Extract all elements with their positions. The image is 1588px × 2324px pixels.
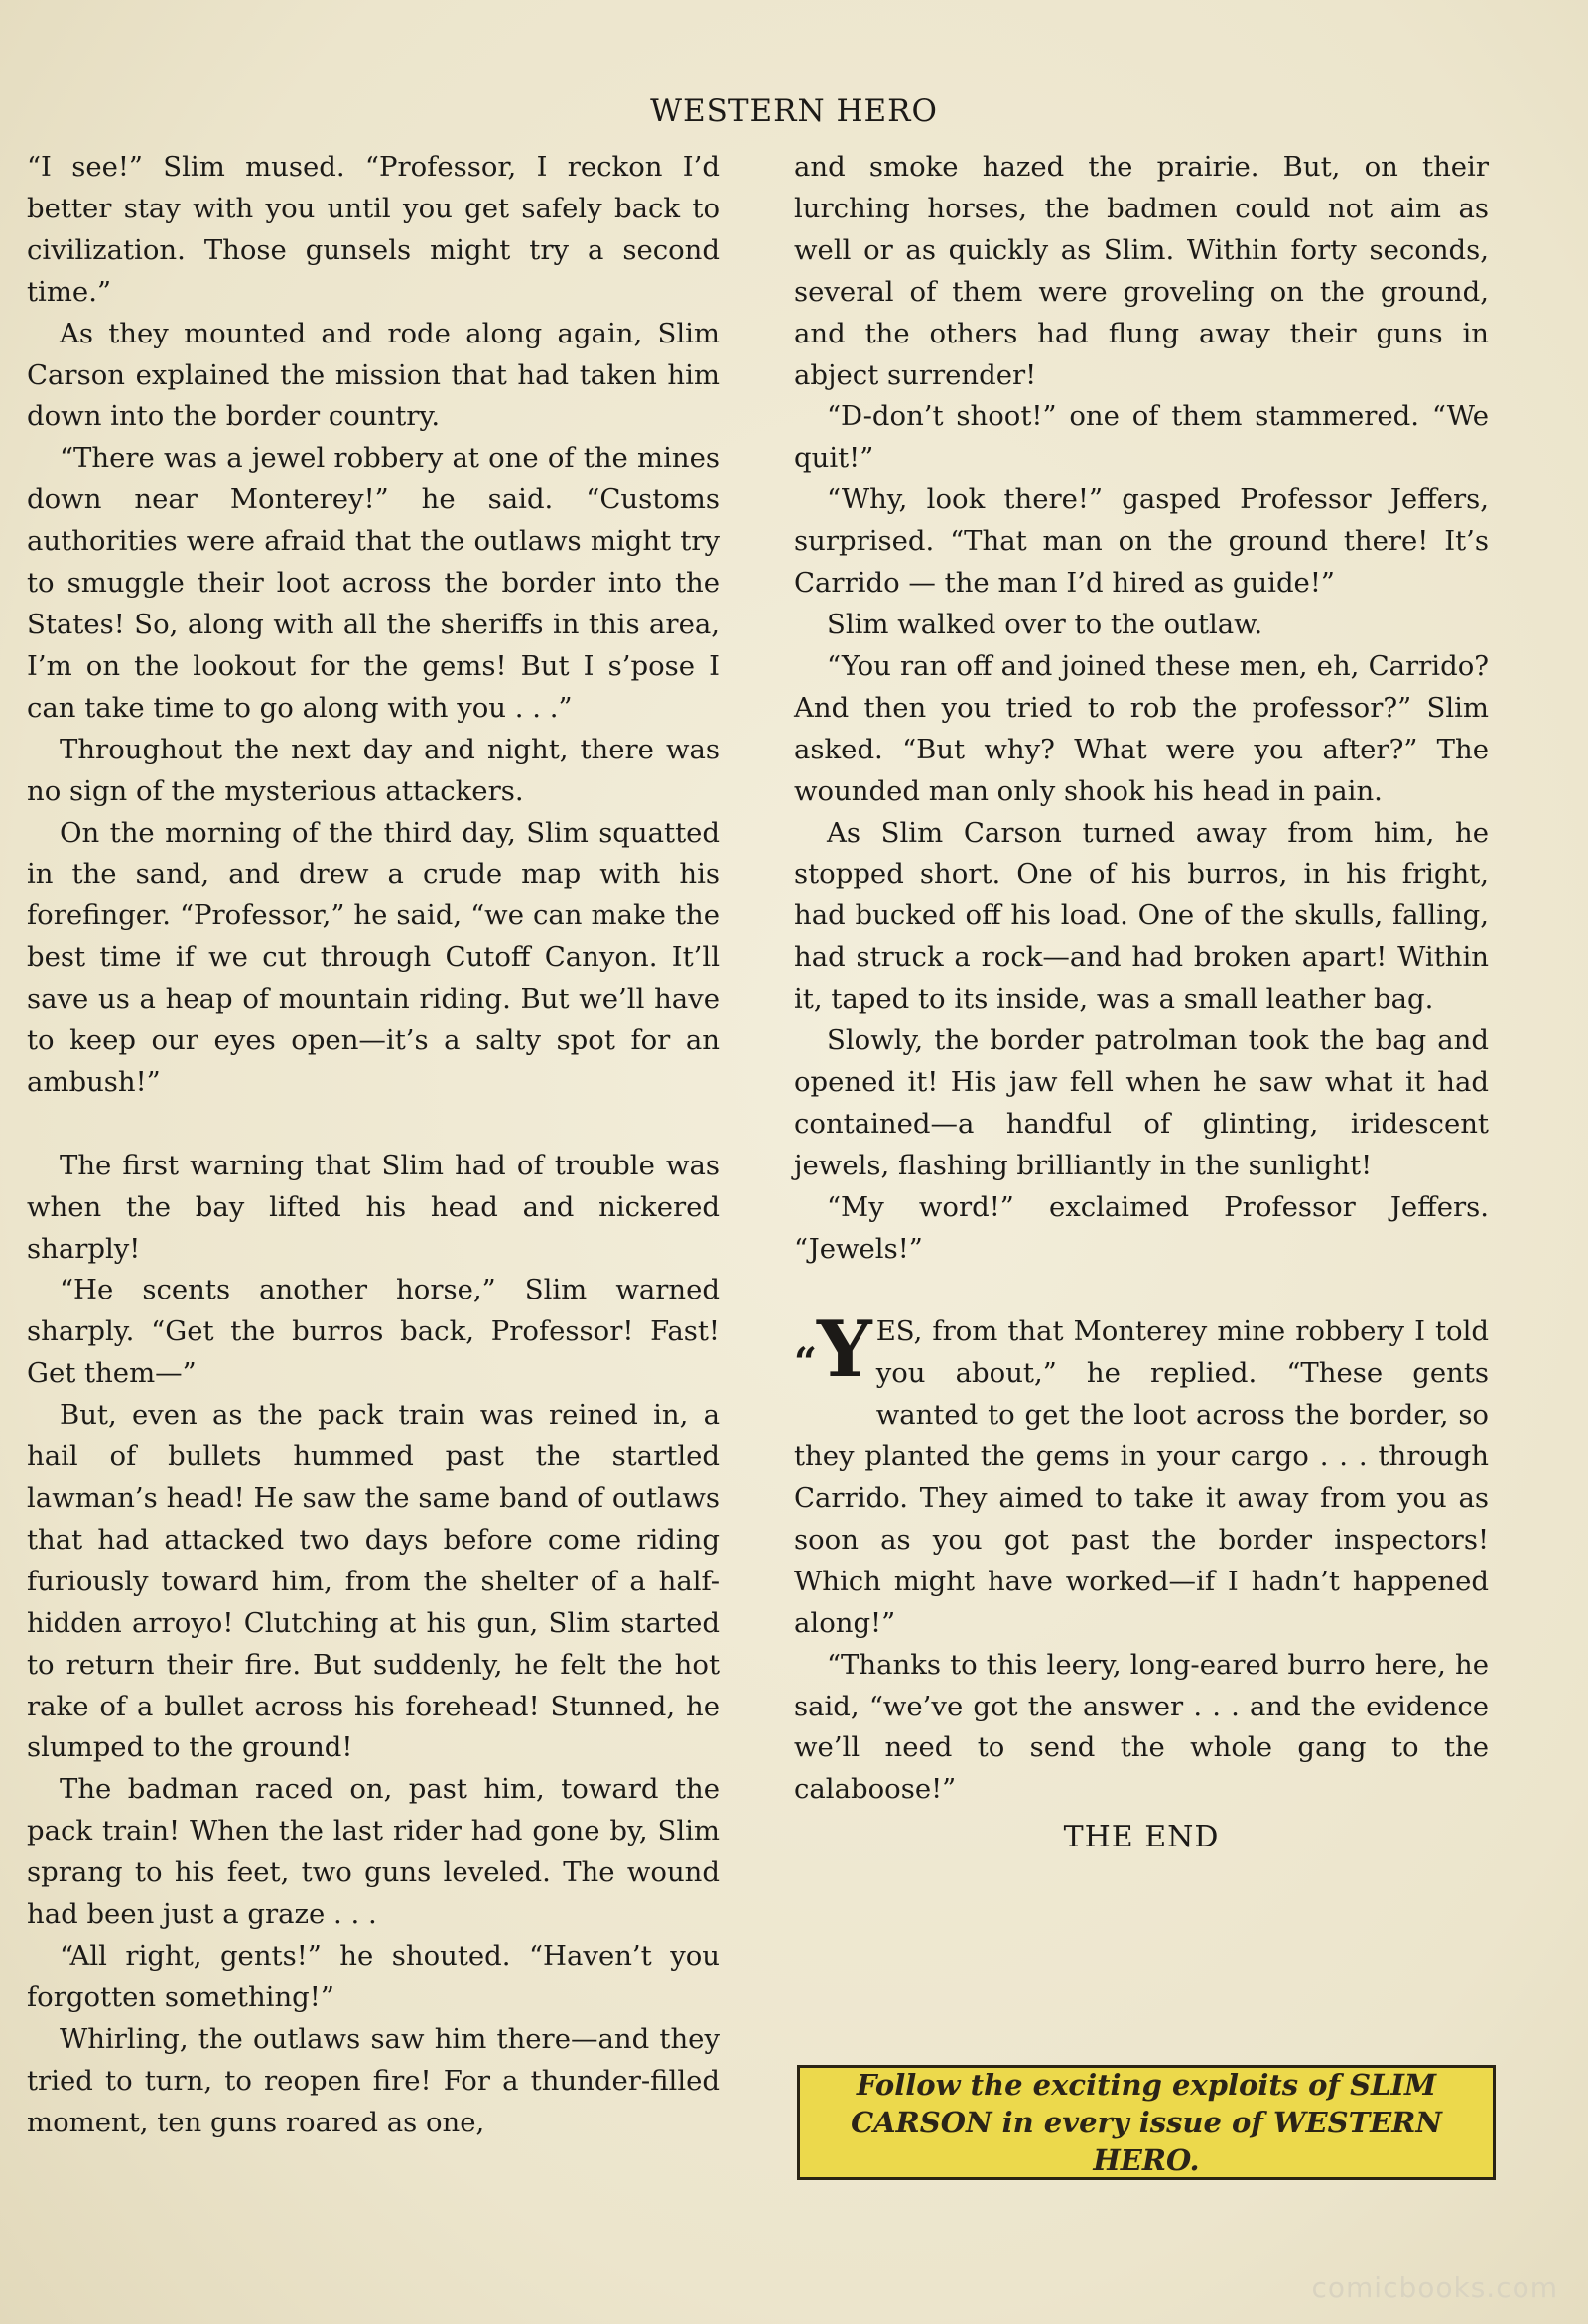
dropcap-paragraph xyxy=(794,1304,1489,1644)
the-end-label: THE END xyxy=(1063,1820,1220,1855)
dropcap-quote: “ xyxy=(794,1339,818,1387)
paragraph: “He scents another horse,” Slim warned sharply. “Get the burros back, Professor! Fast! Get them—” xyxy=(27,1274,720,1390)
paragraph: and smoke hazed the prairie. But, on their lurching horses, the badmen could not aim as well or as quickly as Slim. Within forty seconds, several of them were groveling on the ground, and the others had flung away their guns in abject surrender! xyxy=(794,151,1489,391)
dropcap-letter: Y xyxy=(817,1304,872,1396)
paragraph: As they mounted and rode along again, Slim Carson explained the mission that had taken him down into the border country. xyxy=(27,317,720,433)
drop-cap xyxy=(794,1304,872,1396)
paragraph: “I see!” Slim mused. “Professor, I reckon I’d better stay with you until you get safely back to civilization. Those gunsels might try a second time.” xyxy=(27,151,720,308)
paragraph: “My word!” exclaimed Professor Jeffers. “Jewels!” xyxy=(794,1190,1489,1265)
paragraph: Slowly, the border patrolman took the bag and opened it! His jaw fell when he saw what it had contained—a handful of glinting, iridescent jewels, flashing brilliantly in the sunlight! xyxy=(794,1025,1489,1181)
paragraph: “Thanks to this leery, long-eared burro here, he said, “we’ve got the answer . . . and the evidence we’ll need to send the whole gang to the calaboose!” xyxy=(794,1648,1489,1806)
right-text-column xyxy=(794,147,1489,1858)
paragraph: Whirling, the outlaws saw him there—and they tried to turn, to reopen fire! For a thunder-filled moment, ten guns roared as one, xyxy=(27,2022,720,2138)
paragraph: “You ran off and joined these men, eh, Carrido? And then you tried to rob the professor?” Slim asked. “But why? What were you after?” The wounded man only shook his head in pain. xyxy=(794,649,1489,807)
paragraph: “All right, gents!” he shouted. “Haven’t you forgotten something!” xyxy=(27,1939,720,2013)
promo-box xyxy=(797,2065,1496,2180)
paragraph: “D-don’t shoot!” one of them stammered. “We quit!” xyxy=(794,400,1489,475)
paragraph: But, even as the pack train was reined in, a hail of bullets hummed past the startled lawman’s head! He saw the same band of outlaws that had attacked two days before come riding furiously toward him, from the shelter of a half-hidden arroyo! Clutching at his gun, Slim started to return their fire. But suddenly, he felt the hot rake of a bullet across his forehead! Stunned, he slumped to the ground! xyxy=(27,1399,720,1764)
paragraph: On the morning of the third day, Slim squatted in the sand, and drew a crude map with his forefinger. “Professor,” he said, “we can make the best time if we cut through Cutoff Canyon. It’ll save us a heap of mountain riding. But we’ll have to keep our eyes open—it’s a salty spot for an ambush!” xyxy=(27,816,720,1098)
paragraph: Slim walked over to the outlaw. xyxy=(827,608,1263,640)
watermark: comicbooks.com xyxy=(1311,2271,1558,2304)
paragraph: The badman raced on, past him, toward the pack train! When the last rider had gone by, Slim sprang to his feet, two guns leveled. The wound had been just a graze . . . xyxy=(27,1773,720,1931)
paragraph: Throughout the next day and night, there was no sign of the mysterious attackers. xyxy=(27,733,720,807)
paragraph: As Slim Carson turned away from him, he stopped short. One of his burros, in his fright, had bucked off his load. One of the skulls, falling, had struck a rock—and had broken apart! Within it, taped to its inside, was a small leather bag. xyxy=(794,816,1489,1016)
paragraph: “Why, look there!” gasped Professor Jeffers, surprised. “That man on the ground there! It’s Carrido — the man I’d hired as guide!” xyxy=(794,483,1489,600)
paragraph-text: ES, from that Monterey mine robbery I told you about,” he replied. “These gents wanted to get the loot across the border, so they planted the gems in your cargo . . . through Carrido. They aimed to take it away from you as soon as you got past the border inspectors! Which might have worked—if I hadn’t happened along!” xyxy=(794,1315,1489,1639)
paragraph: “There was a jewel robbery at one of the mines down near Monterey!” he said. “Customs authorities were afraid that the outlaws might try to smuggle their loot across the border into the States! So, along with all the sheriffs in this area, I’m on the lookout for the gems! But I s’pose I can take time to go along with you . . .” xyxy=(27,442,720,724)
page-header: WESTERN HERO xyxy=(650,93,938,129)
left-text-column xyxy=(27,147,720,2143)
promo-text: Follow the exciting exploits of SLIM CARSON in every issue of WESTERN HERO. xyxy=(851,2068,1442,2177)
paragraph: The first warning that Slim had of trouble was when the bay lifted his head and nickered sharply! xyxy=(27,1149,720,1265)
